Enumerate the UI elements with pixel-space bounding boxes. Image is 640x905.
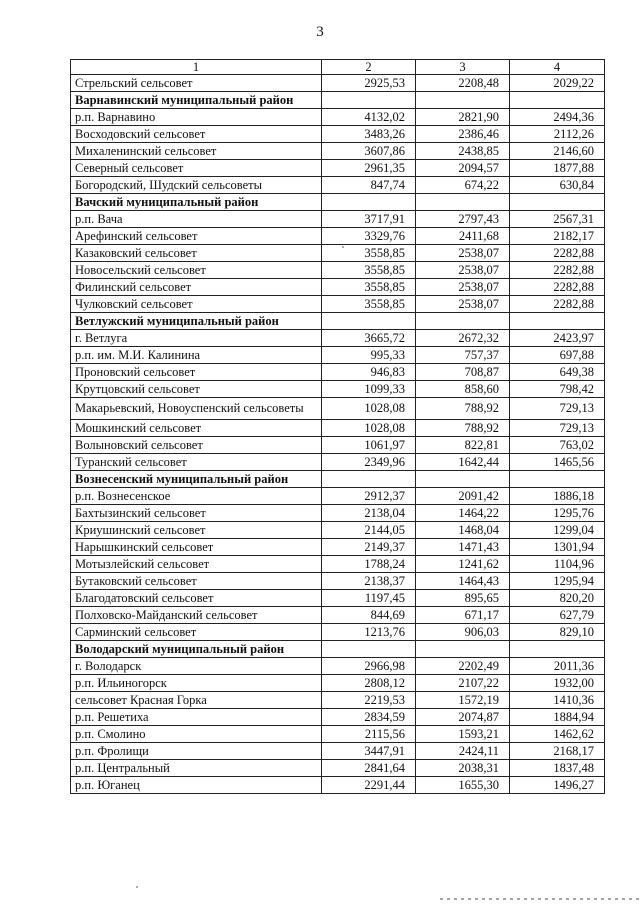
value-col-3: 1464,22	[416, 505, 510, 522]
value-col-4: 798,42	[510, 381, 605, 398]
value-col-2: 3483,26	[322, 126, 416, 143]
settlement-name: Богородский, Шудский сельсоветы	[71, 177, 322, 194]
table-row	[71, 539, 605, 556]
value-col-2	[322, 471, 416, 488]
value-col-3: 2094,57	[416, 160, 510, 177]
value-col-3: 858,60	[416, 381, 510, 398]
value-col-4	[510, 92, 605, 109]
table-row	[71, 398, 605, 420]
value-col-4: 697,88	[510, 347, 605, 364]
value-col-4: 2494,36	[510, 109, 605, 126]
table-row	[71, 126, 605, 143]
value-col-2: 2291,44	[322, 777, 416, 794]
value-col-2: 1028,08	[322, 420, 416, 437]
value-col-3: 1593,21	[416, 726, 510, 743]
settlement-name: Сарминский сельсовет	[71, 624, 322, 641]
settlement-name: Волыновский сельсовет	[71, 437, 322, 454]
value-col-3: 757,37	[416, 347, 510, 364]
table-row	[71, 624, 605, 641]
value-col-2: 2149,37	[322, 539, 416, 556]
value-col-3: 2438,85	[416, 143, 510, 160]
settlement-name: Благодатовский сельсовет	[71, 590, 322, 607]
value-col-4: 763,02	[510, 437, 605, 454]
column-header-2: 2	[322, 60, 416, 75]
settlement-name: Арефинский сельсовет	[71, 228, 322, 245]
value-col-3: 2208,48	[416, 75, 510, 92]
section-row	[71, 313, 605, 330]
value-col-4: 627,79	[510, 607, 605, 624]
value-col-4	[510, 194, 605, 211]
scan-artifact-dot	[136, 886, 138, 888]
table-row	[71, 245, 605, 262]
settlement-name: Нарышкинский сельсовет	[71, 539, 322, 556]
value-col-4: 2282,88	[510, 279, 605, 296]
settlement-name: Макарьевский, Новоуспенский сельсоветы	[71, 398, 322, 420]
value-col-2: 2115,56	[322, 726, 416, 743]
table-row	[71, 262, 605, 279]
value-col-2: 2138,37	[322, 573, 416, 590]
value-col-4: 1299,04	[510, 522, 605, 539]
settlement-name: р.п. Вача	[71, 211, 322, 228]
value-col-2: 3558,85	[322, 279, 416, 296]
value-col-3: 2538,07	[416, 296, 510, 313]
settlement-name: Полховско-Майданский сельсовет	[71, 607, 322, 624]
value-col-3	[416, 194, 510, 211]
settlement-name: р.п. Юганец	[71, 777, 322, 794]
settlement-name: р.п. Вознесенское	[71, 488, 322, 505]
value-col-3: 2821,90	[416, 109, 510, 126]
value-col-2: 2138,04	[322, 505, 416, 522]
value-col-4: 1886,18	[510, 488, 605, 505]
table-row	[71, 488, 605, 505]
settlement-name: р.п. им. М.И. Калинина	[71, 347, 322, 364]
table-row	[71, 675, 605, 692]
table-row	[71, 607, 605, 624]
value-col-2: 1213,76	[322, 624, 416, 641]
value-col-4: 2182,17	[510, 228, 605, 245]
value-col-4: 630,84	[510, 177, 605, 194]
value-col-4: 729,13	[510, 420, 605, 437]
page-number: 3	[316, 24, 324, 40]
settlement-name: Северный сельсовет	[71, 160, 322, 177]
value-col-4: 649,38	[510, 364, 605, 381]
value-col-4: 1410,36	[510, 692, 605, 709]
table-row	[71, 454, 605, 471]
settlement-name: Стрельский сельсовет	[71, 75, 322, 92]
value-col-2	[322, 641, 416, 658]
value-col-3	[416, 471, 510, 488]
settlement-name: Мошкинский сельсовет	[71, 420, 322, 437]
value-col-4: 2168,17	[510, 743, 605, 760]
value-col-2	[322, 92, 416, 109]
column-header-1: 1	[71, 60, 322, 75]
value-col-2: 3607,86	[322, 143, 416, 160]
value-col-3	[416, 92, 510, 109]
table-row	[71, 330, 605, 347]
value-col-4: 1295,76	[510, 505, 605, 522]
settlement-name: Филинский сельсовет	[71, 279, 322, 296]
value-col-3: 1241,62	[416, 556, 510, 573]
value-col-2: 1197,45	[322, 590, 416, 607]
value-col-3: 2107,22	[416, 675, 510, 692]
value-col-3: 1464,43	[416, 573, 510, 590]
settlement-name: сельсовет Красная Горка	[71, 692, 322, 709]
value-col-2: 1099,33	[322, 381, 416, 398]
section-row	[71, 194, 605, 211]
table-row	[71, 726, 605, 743]
value-col-2: 995,33	[322, 347, 416, 364]
value-col-3: 2538,07	[416, 245, 510, 262]
column-header-4: 4	[510, 60, 605, 75]
table-row	[71, 143, 605, 160]
value-col-3: 1655,30	[416, 777, 510, 794]
value-col-4: 820,20	[510, 590, 605, 607]
table-row	[71, 228, 605, 245]
data-table	[70, 59, 605, 794]
value-col-3	[416, 641, 510, 658]
table-row	[71, 692, 605, 709]
table-row	[71, 160, 605, 177]
section-row	[71, 641, 605, 658]
value-col-3: 2074,87	[416, 709, 510, 726]
value-col-2: 2912,37	[322, 488, 416, 505]
settlement-name: р.п. Решетиха	[71, 709, 322, 726]
value-col-4: 2146,60	[510, 143, 605, 160]
settlement-name: р.п. Смолино	[71, 726, 322, 743]
value-col-3: 1471,43	[416, 539, 510, 556]
value-col-4: 1877,88	[510, 160, 605, 177]
table-row	[71, 279, 605, 296]
district-name: Вознесенский муниципальный район	[71, 471, 322, 488]
table-header	[71, 60, 605, 75]
table-row	[71, 709, 605, 726]
value-col-2: 3558,85	[322, 262, 416, 279]
value-col-4: 2282,88	[510, 296, 605, 313]
settlement-name: Бутаковский сельсовет	[71, 573, 322, 590]
table-body	[71, 75, 605, 794]
value-col-4: 2282,88	[510, 262, 605, 279]
table-row	[71, 556, 605, 573]
value-col-2: 844,69	[322, 607, 416, 624]
settlement-name: Криушинский сельсовет	[71, 522, 322, 539]
value-col-2: 2841,64	[322, 760, 416, 777]
value-col-4: 829,10	[510, 624, 605, 641]
value-col-3: 2202,49	[416, 658, 510, 675]
table-row	[71, 505, 605, 522]
settlement-name: Проновский сельсовет	[71, 364, 322, 381]
value-col-4: 1932,00	[510, 675, 605, 692]
value-col-3: 2386,46	[416, 126, 510, 143]
value-col-2: 2925,53	[322, 75, 416, 92]
table-row	[71, 777, 605, 794]
table-row	[71, 211, 605, 228]
value-col-3: 2038,31	[416, 760, 510, 777]
settlement-name: Мотызлейский сельсовет	[71, 556, 322, 573]
value-col-2: 3717,91	[322, 211, 416, 228]
value-col-3: 2424,11	[416, 743, 510, 760]
value-col-4: 2112,26	[510, 126, 605, 143]
value-col-2: 1788,24	[322, 556, 416, 573]
value-col-3: 2797,43	[416, 211, 510, 228]
district-name: Ветлужский муниципальный район	[71, 313, 322, 330]
value-col-2: 1028,08	[322, 398, 416, 420]
value-col-3: 1468,04	[416, 522, 510, 539]
value-col-2: 3665,72	[322, 330, 416, 347]
value-col-2: 2966,98	[322, 658, 416, 675]
value-col-2	[322, 194, 416, 211]
value-col-4	[510, 641, 605, 658]
header-row	[71, 60, 605, 75]
settlement-name: Бахтызинский сельсовет	[71, 505, 322, 522]
column-header-3: 3	[416, 60, 510, 75]
value-col-3: 2411,68	[416, 228, 510, 245]
value-col-3: 671,17	[416, 607, 510, 624]
settlement-name: Крутцовский сельсовет	[71, 381, 322, 398]
value-col-4: 1837,48	[510, 760, 605, 777]
table-row	[71, 420, 605, 437]
table-row	[71, 177, 605, 194]
value-col-2	[322, 313, 416, 330]
value-col-4: 1301,94	[510, 539, 605, 556]
value-col-4: 2011,36	[510, 658, 605, 675]
value-col-4	[510, 313, 605, 330]
value-col-4: 2282,88	[510, 245, 605, 262]
table-row	[71, 75, 605, 92]
value-col-3: 1642,44	[416, 454, 510, 471]
settlement-name: Михаленинский сельсовет	[71, 143, 322, 160]
settlement-name: Туранский сельсовет	[71, 454, 322, 471]
settlement-name: р.п. Варнавино	[71, 109, 322, 126]
section-row	[71, 471, 605, 488]
table-row	[71, 364, 605, 381]
value-col-2: 2219,53	[322, 692, 416, 709]
table-row	[71, 760, 605, 777]
scan-artifact-dot	[342, 246, 344, 248]
table-row	[71, 437, 605, 454]
settlement-name: р.п. Центральный	[71, 760, 322, 777]
scan-artifact	[440, 898, 640, 900]
table-row	[71, 590, 605, 607]
value-col-2: 3329,76	[322, 228, 416, 245]
value-col-4: 1884,94	[510, 709, 605, 726]
value-col-3: 708,87	[416, 364, 510, 381]
table-row	[71, 658, 605, 675]
value-col-4: 1104,96	[510, 556, 605, 573]
value-col-2: 3447,91	[322, 743, 416, 760]
value-col-2: 4132,02	[322, 109, 416, 126]
table-row	[71, 109, 605, 126]
value-col-2: 946,83	[322, 364, 416, 381]
value-col-2: 847,74	[322, 177, 416, 194]
value-col-3: 2091,42	[416, 488, 510, 505]
value-col-3: 788,92	[416, 398, 510, 420]
value-col-3: 2672,32	[416, 330, 510, 347]
value-col-3: 2538,07	[416, 279, 510, 296]
table-row	[71, 347, 605, 364]
value-col-2: 1061,97	[322, 437, 416, 454]
value-col-3: 906,03	[416, 624, 510, 641]
value-col-4: 1496,27	[510, 777, 605, 794]
value-col-4: 2423,97	[510, 330, 605, 347]
value-col-2: 3558,85	[322, 245, 416, 262]
value-col-3: 822,81	[416, 437, 510, 454]
value-col-4: 2567,31	[510, 211, 605, 228]
value-col-4: 2029,22	[510, 75, 605, 92]
settlement-name: Чулковский сельсовет	[71, 296, 322, 313]
value-col-4: 729,13	[510, 398, 605, 420]
section-row	[71, 92, 605, 109]
settlement-name: г. Ветлуга	[71, 330, 322, 347]
table-row	[71, 296, 605, 313]
table-row	[71, 573, 605, 590]
value-col-4	[510, 471, 605, 488]
settlement-name: Восходовский сельсовет	[71, 126, 322, 143]
value-col-2: 2961,35	[322, 160, 416, 177]
value-col-2: 2144,05	[322, 522, 416, 539]
value-col-3: 1572,19	[416, 692, 510, 709]
value-col-2: 2808,12	[322, 675, 416, 692]
value-col-3: 788,92	[416, 420, 510, 437]
value-col-3: 2538,07	[416, 262, 510, 279]
value-col-3: 674,22	[416, 177, 510, 194]
value-col-2: 2834,59	[322, 709, 416, 726]
table-row	[71, 381, 605, 398]
value-col-2: 2349,96	[322, 454, 416, 471]
settlement-name: г. Володарск	[71, 658, 322, 675]
value-col-3	[416, 313, 510, 330]
table-row	[71, 743, 605, 760]
value-col-4: 1462,62	[510, 726, 605, 743]
district-name: Варнавинский муниципальный район	[71, 92, 322, 109]
settlement-name: р.п. Фролищи	[71, 743, 322, 760]
settlement-name: Казаковский сельсовет	[71, 245, 322, 262]
settlement-name: Новосельский сельсовет	[71, 262, 322, 279]
settlement-name: р.п. Ильиногорск	[71, 675, 322, 692]
value-col-4: 1465,56	[510, 454, 605, 471]
value-col-4: 1295,94	[510, 573, 605, 590]
district-name: Володарский муниципальный район	[71, 641, 322, 658]
value-col-3: 895,65	[416, 590, 510, 607]
district-name: Вачский муниципальный район	[71, 194, 322, 211]
table-row	[71, 522, 605, 539]
value-col-2: 3558,85	[322, 296, 416, 313]
